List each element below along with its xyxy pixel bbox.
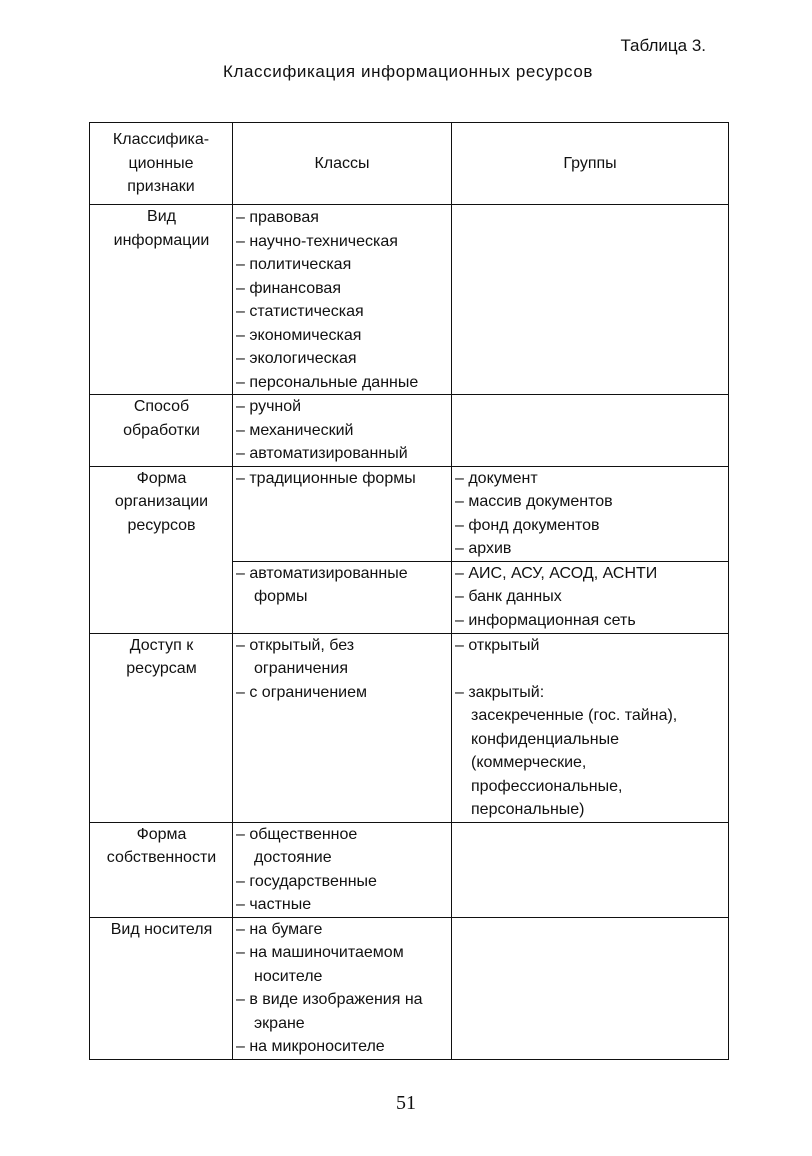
- class-item: – традиционные формы: [236, 469, 416, 487]
- classes-cell: [233, 633, 452, 822]
- class-item: экране: [254, 1014, 305, 1032]
- header-groups: Группы: [452, 123, 729, 205]
- group-item: конфиденциальные: [471, 730, 619, 748]
- table-row: [90, 917, 729, 1059]
- groups-cell: [452, 561, 729, 633]
- header-feature: [90, 123, 233, 205]
- class-item: – статистическая: [236, 303, 364, 320]
- table-row: [90, 822, 729, 917]
- groups-cell: [452, 466, 729, 561]
- groups-cell: [452, 822, 729, 917]
- header-feature-line: Классифика-: [112, 131, 210, 149]
- classes-cell: [233, 917, 452, 1059]
- class-item: – экологическая: [236, 350, 357, 367]
- class-item: – на бумаге: [236, 920, 323, 938]
- feature-line: организации: [114, 493, 209, 510]
- class-item: – экономическая: [236, 326, 362, 344]
- group-item: персональные): [471, 801, 585, 818]
- feature-line: Вид носителя: [110, 920, 213, 938]
- class-item: – ручной: [236, 398, 302, 415]
- feature-cell: [90, 917, 233, 1059]
- group-item: – АИС, АСУ, АСОД, АСНТИ: [455, 564, 658, 582]
- feature-line: Форма: [136, 825, 187, 843]
- feature-cell: [90, 822, 233, 917]
- class-item: – персональные данные: [236, 373, 419, 391]
- groups-cell: [452, 205, 729, 395]
- class-item: – научно-техническая: [236, 232, 398, 250]
- feature-spacer: [93, 537, 230, 583]
- class-item: – на микроносителе: [236, 1038, 385, 1055]
- feature-line: Доступ к: [129, 636, 194, 654]
- feature-line: информации: [113, 231, 210, 249]
- groups-cell: [452, 395, 729, 467]
- classes-cell: [233, 561, 452, 633]
- header-feature-line: признаки: [127, 178, 195, 196]
- class-item: – автоматизированный: [236, 445, 408, 462]
- feature-cell: [90, 633, 233, 822]
- header-feature-line: ционные: [128, 154, 194, 172]
- group-item: – открытый: [455, 636, 540, 654]
- group-item: профессиональные,: [471, 777, 623, 795]
- class-item: – общественное: [236, 825, 358, 843]
- class-item: – механический: [236, 421, 354, 439]
- class-item: – открытый, без: [236, 636, 355, 654]
- feature-line: ресурсам: [126, 660, 197, 677]
- page-number: 51: [396, 1092, 416, 1114]
- class-item: – частные: [236, 896, 312, 913]
- feature-line: обработки: [123, 421, 200, 439]
- table-row: [90, 205, 729, 395]
- class-item: достояние: [254, 849, 332, 866]
- feature-cell: [90, 466, 233, 633]
- table-row: [90, 633, 729, 822]
- classes-cell: [233, 205, 452, 395]
- groups-cell: [452, 917, 729, 1059]
- classes-cell: [233, 395, 452, 467]
- group-spacer: [455, 657, 726, 681]
- class-item: – политическая: [236, 256, 352, 273]
- class-item: формы: [254, 588, 308, 605]
- class-item: – на машиночитаемом: [236, 944, 404, 961]
- table-header-row: [90, 123, 729, 205]
- table-number: Таблица 3.: [620, 36, 706, 55]
- group-item: – информационная сеть: [455, 611, 636, 629]
- group-item: – архив: [455, 540, 512, 557]
- feature-line: Форма: [136, 469, 187, 487]
- group-item: – фонд документов: [455, 516, 600, 534]
- feature-line: собственности: [106, 849, 217, 866]
- class-item: – финансовая: [236, 279, 341, 297]
- class-item: – в виде изображения на: [236, 991, 423, 1008]
- class-item: – государственные: [236, 872, 377, 890]
- classification-table: [89, 122, 729, 1060]
- class-item: носителе: [254, 967, 323, 985]
- feature-line: Способ: [133, 398, 190, 415]
- group-item: – массив документов: [455, 493, 613, 510]
- classes-cell: [233, 466, 452, 561]
- class-item: ограничения: [254, 660, 348, 677]
- group-item: засекреченные (гос. тайна),: [471, 707, 678, 724]
- class-item: – автоматизированные: [236, 564, 408, 582]
- header-classes: Классы: [233, 123, 452, 205]
- groups-cell: [452, 633, 729, 822]
- group-item: – документ: [455, 469, 538, 487]
- feature-line: ресурсов: [127, 516, 196, 534]
- feature-cell: [90, 395, 233, 467]
- table-title: Классификация информационных ресурсов: [222, 62, 594, 81]
- classes-cell: [233, 822, 452, 917]
- class-item: – правовая: [236, 209, 319, 226]
- group-item: (коммерческие,: [471, 754, 587, 771]
- table-row: [90, 466, 729, 561]
- table-row: [90, 395, 729, 467]
- group-item: – банк данных: [455, 588, 562, 605]
- feature-line: Вид: [147, 208, 176, 225]
- feature-cell: [90, 205, 233, 395]
- class-item: – с ограничением: [236, 683, 367, 701]
- group-item: – закрытый:: [455, 683, 545, 701]
